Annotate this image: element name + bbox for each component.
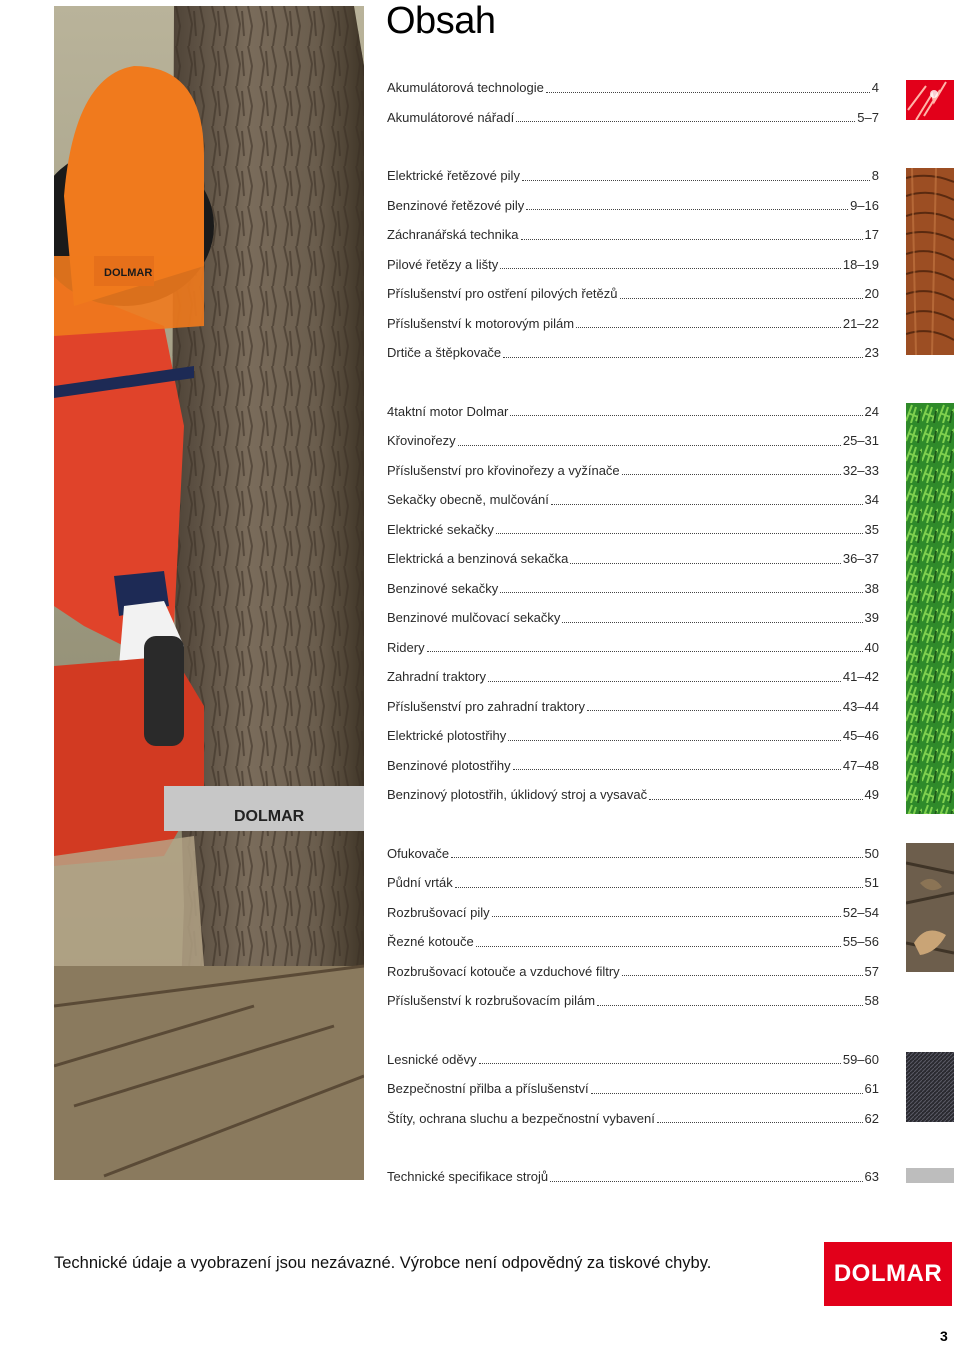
toc-entry[interactable]: [387, 1074, 879, 1104]
toc-entry-label: Benzinové plotostřihy: [387, 757, 511, 773]
toc-entry-label: Příslušenství pro zahradní traktory: [387, 698, 585, 714]
toc-entry[interactable]: [387, 721, 879, 751]
clothing-section-thumbnail: [906, 1052, 954, 1122]
toc-entry-page: 20: [864, 286, 879, 302]
toc-entry-label: Akumulátorová technologie: [387, 80, 544, 96]
toc-entry-page: 4: [871, 80, 879, 96]
toc-entry-label: Rozbrušovací pily: [387, 904, 490, 920]
toc-entry[interactable]: [387, 751, 879, 781]
toc-entry[interactable]: [387, 544, 879, 574]
toc-entry-label: Půdní vrták: [387, 875, 453, 891]
toc-entry-label: Benzinové sekačky: [387, 580, 499, 596]
toc-entry[interactable]: [387, 426, 879, 456]
toc-entry-page: 5–7: [857, 109, 879, 125]
toc-entry[interactable]: [387, 692, 879, 722]
toc-entry-label: Drtiče a štěpkovače: [387, 345, 502, 361]
toc-entry-label: Benzinové mulčovací sekačky: [387, 610, 561, 626]
toc-entry[interactable]: [387, 986, 879, 1016]
toc-entry-page: 24: [864, 403, 879, 419]
toc-entry-page: 32–33: [842, 462, 879, 478]
toc-entry-page: 25–31: [842, 433, 879, 449]
toc-entry-page: 50: [864, 845, 879, 861]
toc-entry[interactable]: [387, 662, 879, 692]
toc-entry-page: 38: [864, 580, 879, 596]
toc-entry-label: Ofukovače: [387, 845, 450, 861]
page-title: Obsah: [386, 0, 496, 42]
toc-entry-label: Záchranářská technika: [387, 227, 519, 243]
toc-entry-label: Elektrické sekačky: [387, 521, 494, 537]
toc-entry-page: 45–46: [842, 728, 879, 744]
toc-entry[interactable]: [387, 633, 879, 663]
toc-entry-label: 4taktní motor Dolmar: [387, 403, 509, 419]
toc-entry-label: Příslušenství pro ostření pilových řetězů: [387, 286, 618, 302]
toc-entry-page: 17: [864, 227, 879, 243]
toc-entry-page: 23: [864, 345, 879, 361]
page-number: 3: [940, 1328, 948, 1344]
toc-entry-label: Bezpečnostní přilba a příslušenství: [387, 1081, 589, 1097]
toc-entry-page: 41–42: [842, 669, 879, 685]
toc-entry-page: 18–19: [842, 256, 879, 272]
toc-entry[interactable]: [387, 309, 879, 339]
toc-entry[interactable]: [387, 338, 879, 368]
toc-entry-label: Štíty, ochrana sluchu a bezpečnostní vybavení: [387, 1110, 655, 1126]
toc-entry[interactable]: [387, 1045, 879, 1075]
toc-entry-label: Technické specifikace strojů: [387, 1169, 549, 1185]
toc-entry-label: Příslušenství pro křovinořezy a vyžínače: [387, 462, 620, 478]
toc-entry[interactable]: [387, 456, 879, 486]
toc-entry[interactable]: [387, 780, 879, 810]
disclaimer-text: Technické údaje a vyobrazení jsou nezávazné. Výrobce není odpovědný za tiskové chyby.: [54, 1254, 712, 1272]
toc-entry-page: 35: [864, 521, 879, 537]
toc-entry[interactable]: [387, 957, 879, 987]
toc-entry-page: 9–16: [850, 197, 879, 213]
toc-entry[interactable]: [387, 161, 879, 191]
leaves-section-thumbnail: [906, 843, 954, 972]
toc-entry-label: Ridery: [387, 639, 425, 655]
toc-entry-page: 39: [864, 610, 879, 626]
toc-entry-label: Elektrické plotostřihy: [387, 728, 507, 744]
toc-entry-label: Benzinové řetězové pily: [387, 197, 525, 213]
cover-photo: [54, 6, 364, 1180]
toc-entry-label: Elektrická a benzinová sekačka: [387, 551, 569, 567]
toc-entry-page: 52–54: [842, 904, 879, 920]
wood-section-thumbnail: [906, 168, 954, 355]
toc-entry-page: 59–60: [842, 1051, 879, 1067]
toc-entry[interactable]: [387, 191, 879, 221]
toc-entry-label: Sekačky obecně, mulčování: [387, 492, 549, 508]
toc-entry-label: Rozbrušovací kotouče a vzduchové filtry: [387, 963, 620, 979]
toc-entry-label: Příslušenství k rozbrušovacím pilám: [387, 993, 596, 1009]
toc-group: [387, 161, 879, 368]
toc-entry[interactable]: [387, 898, 879, 928]
toc-entry[interactable]: [387, 1104, 879, 1134]
dolmar-logo: [824, 1242, 952, 1306]
toc-entry-page: 58: [864, 993, 879, 1009]
toc-entry-page: 8: [871, 168, 879, 184]
toc-entry[interactable]: [387, 279, 879, 309]
toc-entry[interactable]: [387, 397, 879, 427]
toc-entry-page: 61: [864, 1081, 879, 1097]
toc-entry[interactable]: [387, 485, 879, 515]
toc-group: [387, 73, 879, 132]
toc-entry-label: Lesnické oděvy: [387, 1051, 477, 1067]
toc-entry-page: 51: [864, 875, 879, 891]
toc-entry[interactable]: [387, 103, 879, 133]
toc-entry-page: 36–37: [842, 551, 879, 567]
battery-section-thumbnail: [906, 80, 954, 120]
toc-entry[interactable]: [387, 839, 879, 869]
toc-entry[interactable]: [387, 220, 879, 250]
toc-entry-page: 43–44: [842, 698, 879, 714]
toc-group: [387, 1162, 879, 1192]
table-of-contents: [387, 73, 879, 1192]
toc-group: [387, 839, 879, 1016]
toc-entry[interactable]: [387, 515, 879, 545]
toc-entry[interactable]: [387, 868, 879, 898]
toc-entry-page: 40: [864, 639, 879, 655]
toc-group: [387, 397, 879, 810]
toc-entry[interactable]: [387, 603, 879, 633]
toc-entry-label: Zahradní traktory: [387, 669, 486, 685]
toc-entry-page: 49: [864, 787, 879, 803]
toc-entry[interactable]: [387, 927, 879, 957]
toc-entry-label: Pilové řetězy a lišty: [387, 256, 499, 272]
toc-entry-page: 57: [864, 963, 879, 979]
specs-section-thumbnail: [906, 1168, 954, 1183]
helmet-logo-text: DOLMAR: [104, 267, 153, 279]
toc-entry-page: 21–22: [842, 315, 879, 331]
toc-group: [387, 1045, 879, 1134]
toc-entry-label: Akumulátorové nářadí: [387, 109, 515, 125]
toc-entry-page: 62: [864, 1110, 879, 1126]
toc-entry-page: 34: [864, 492, 879, 508]
toc-entry-page: 47–48: [842, 757, 879, 773]
toc-entry-label: Řezné kotouče: [387, 934, 474, 950]
toc-entry-label: Benzinový plotostřih, úklidový stroj a vysavač: [387, 787, 648, 803]
toc-entry[interactable]: [387, 1162, 879, 1192]
toc-entry-label: Příslušenství k motorovým pilám: [387, 315, 575, 331]
toc-entry[interactable]: [387, 250, 879, 280]
toc-entry-label: Elektrické řetězové pily: [387, 168, 520, 184]
toc-entry-label: Křovinořezy: [387, 433, 456, 449]
toc-entry-page: 63: [864, 1169, 879, 1185]
toc-entry[interactable]: [387, 73, 879, 103]
grass-section-thumbnail: [906, 403, 954, 814]
dolmar-logo-text: DOLMAR: [833, 1260, 943, 1287]
chainsaw-bar-logo: DOLMAR: [234, 808, 305, 825]
toc-entry-page: 55–56: [842, 934, 879, 950]
toc-entry[interactable]: [387, 574, 879, 604]
